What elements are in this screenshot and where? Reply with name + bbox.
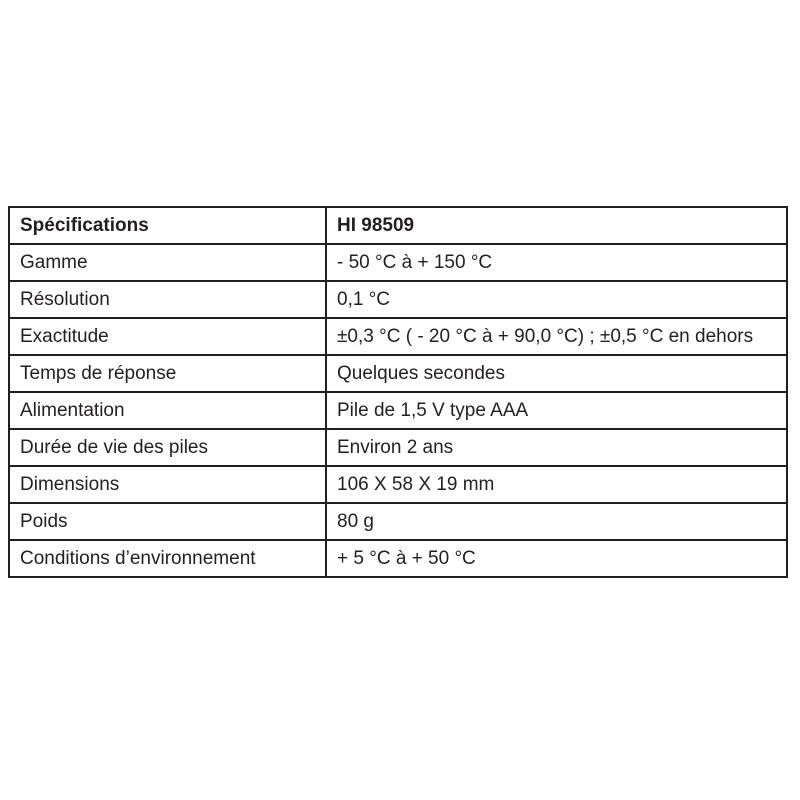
table-row (9, 244, 787, 281)
table-row (9, 281, 787, 318)
row-value-battery-life: Environ 2 ans (326, 429, 787, 466)
row-value-response-time: Quelques secondes (326, 355, 787, 392)
row-label-range: Gamme (9, 244, 326, 281)
row-label-accuracy: Exactitude (9, 318, 326, 355)
table-row (9, 540, 787, 577)
row-label-environment: Conditions d’environnement (9, 540, 326, 577)
row-label-weight: Poids (9, 503, 326, 540)
row-value-power-supply: Pile de 1,5 V type AAA (326, 392, 787, 429)
row-value-resolution: 0,1 °C (326, 281, 787, 318)
row-value-weight: 80 g (326, 503, 787, 540)
table-row (9, 503, 787, 540)
table-row (9, 429, 787, 466)
row-label-resolution: Résolution (9, 281, 326, 318)
table-header-row (9, 207, 787, 244)
row-label-response-time: Temps de réponse (9, 355, 326, 392)
row-label-battery-life: Durée de vie des piles (9, 429, 326, 466)
table-row (9, 392, 787, 429)
row-value-accuracy: ±0,3 °C ( - 20 °C à + 90,0 °C) ; ±0,5 °C en dehors (326, 318, 787, 355)
header-model-cell: HI 98509 (326, 207, 787, 244)
header-label-cell: Spécifications (9, 207, 326, 244)
row-label-dimensions: Dimensions (9, 466, 326, 503)
row-value-environment: + 5 °C à + 50 °C (326, 540, 787, 577)
row-label-power-supply: Alimentation (9, 392, 326, 429)
row-value-dimensions: 106 X 58 X 19 mm (326, 466, 787, 503)
table-row (9, 466, 787, 503)
table-row (9, 318, 787, 355)
table-row (9, 355, 787, 392)
row-value-range: - 50 °C à + 150 °C (326, 244, 787, 281)
specifications-table (8, 206, 788, 578)
